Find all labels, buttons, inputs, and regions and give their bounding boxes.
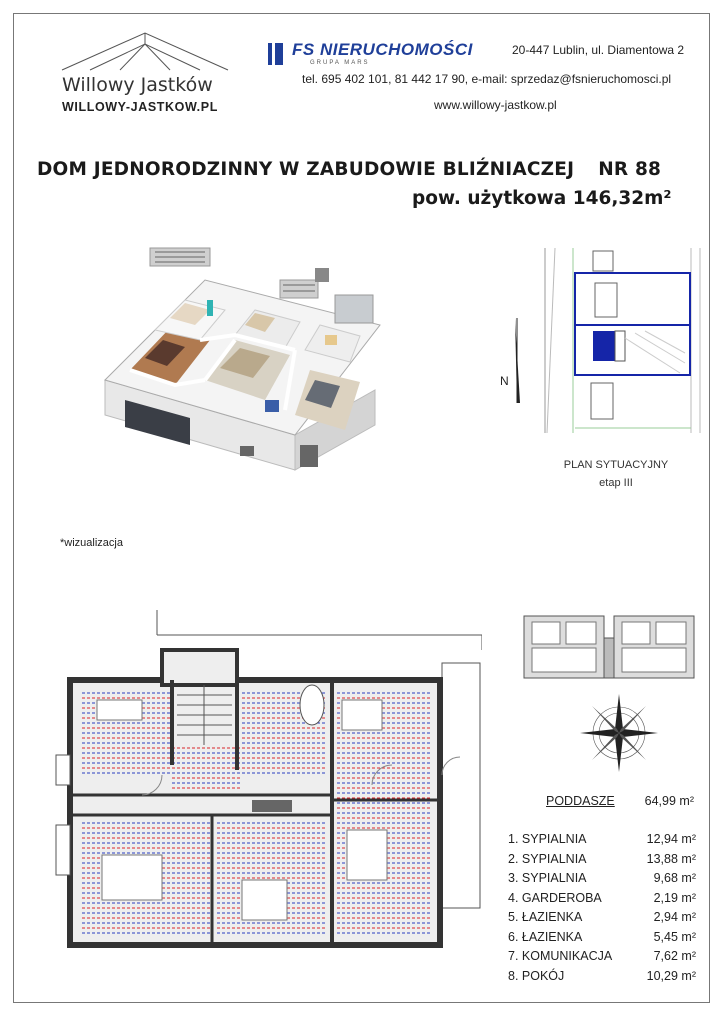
north-label: N xyxy=(500,374,509,388)
company-logo xyxy=(268,40,508,72)
usable-area: pow. użytkowa 146,32m² xyxy=(412,188,672,209)
title-main: DOM JEDNORODZINNY W ZABUDOWIE BLIŹNIACZEJ xyxy=(37,159,575,180)
project-logo xyxy=(48,30,248,125)
company-mark-icon xyxy=(268,43,283,65)
roof-logo-icon xyxy=(60,30,230,76)
logo-name: Willowy Jastków xyxy=(62,74,213,96)
floor-plan xyxy=(42,605,482,965)
list-item: 8. POKÓJ 10,29 m² xyxy=(508,968,696,983)
list-item: 4. GARDEROBA 2,19 m² xyxy=(508,890,696,905)
compass-rose-icon xyxy=(578,692,660,774)
floor-name: PODDASZE xyxy=(546,794,615,808)
building-minimap xyxy=(522,608,697,683)
list-item: 7. KOMUNIKACJA 7,62 m² xyxy=(508,949,696,963)
company-name: FS NIERUCHOMOŚCI xyxy=(292,40,473,59)
list-item: 3. SYPIALNIA 9,68 m² xyxy=(508,871,696,885)
list-item: 5. ŁAZIENKA 2,94 m² xyxy=(508,910,696,924)
list-item: 1. SYPIALNIA 12,94 m² xyxy=(508,832,696,846)
list-item: 2. SYPIALNIA 13,88 m² xyxy=(508,851,696,866)
company-address: 20-447 Lublin, ul. Diamentowa 2 xyxy=(512,43,685,57)
3d-visualization xyxy=(95,240,395,480)
company-contact: tel. 695 402 101, 81 442 17 90, e-mail: sprzedaz@fsnieruchomosci.pl xyxy=(302,72,672,86)
company-website[interactable]: www.willowy-jastkow.pl xyxy=(434,98,557,112)
page-title xyxy=(37,159,661,180)
site-plan-label: PLAN SYTUACYJNY xyxy=(563,459,669,471)
room-list xyxy=(508,832,696,988)
company-subname: GRUPA MARS xyxy=(310,60,370,66)
floor-area: 64,99 m² xyxy=(644,794,694,808)
logo-url: WILLOWY-JASTKOW.PL xyxy=(62,100,218,114)
title-number: NR 88 xyxy=(598,159,662,180)
site-plan-stage: etap III xyxy=(599,477,633,489)
list-item: 6. ŁAZIENKA 5,45 m² xyxy=(508,929,696,944)
visualization-note: *wizualizacja xyxy=(60,537,123,549)
site-plan xyxy=(495,243,710,443)
